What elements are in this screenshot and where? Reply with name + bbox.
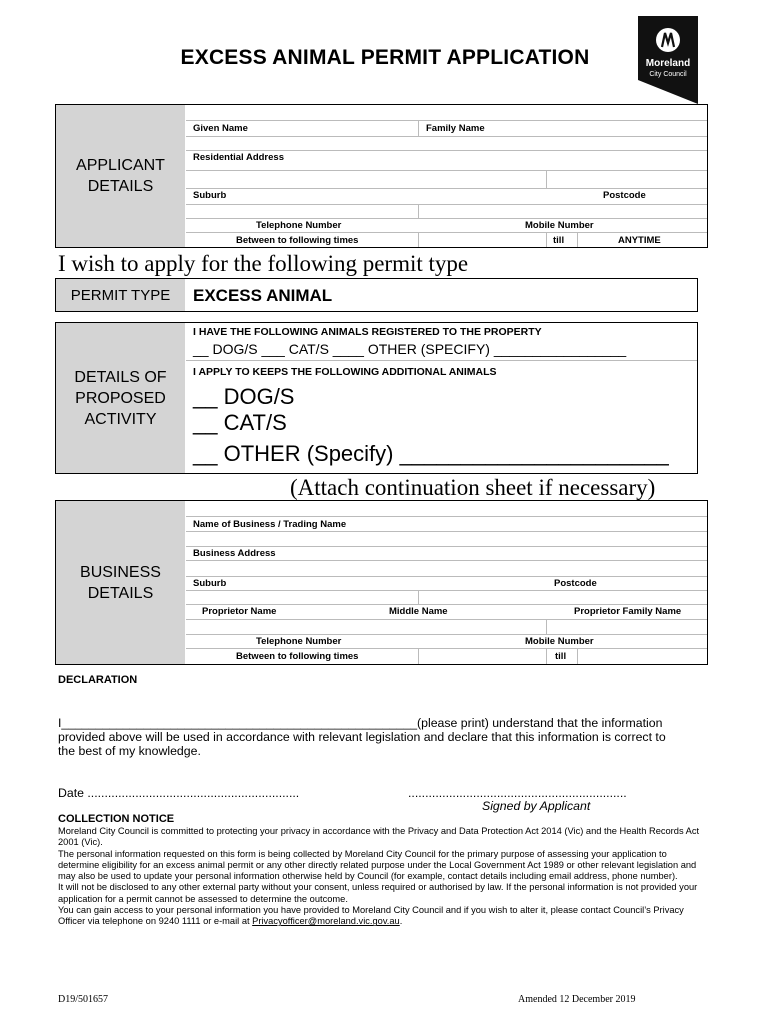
declaration-line3: the best of my knowledge.	[58, 744, 201, 758]
additional-other[interactable]: __ OTHER (Specify) ______________________	[193, 441, 669, 466]
proprietor-name-label: Proprietor Name	[202, 606, 277, 617]
business-address-field[interactable]	[186, 561, 707, 576]
residential-address-label: Residential Address	[193, 152, 284, 163]
business-postcode-field[interactable]	[419, 591, 707, 604]
given-name-label: Given Name	[193, 123, 248, 134]
additional-cats[interactable]: __ CAT/S	[193, 410, 287, 435]
business-time-from-field[interactable]	[419, 649, 545, 664]
collection-paragraph-1: Moreland City Council is committed to protecting your privacy in accordance with the Privacy and Data Protection Act 2014 (Vic) and the Health Records Act 2001 (Vic).	[58, 826, 700, 848]
time-from-field[interactable]	[419, 233, 545, 247]
family-name-label: Family Name	[426, 123, 485, 134]
business-name-field[interactable]	[186, 532, 707, 546]
telephone-label: Telephone Number	[256, 220, 342, 231]
registered-animals-heading: I HAVE THE FOLLOWING ANIMALS REGISTERED TO THE PROPERTY	[193, 326, 542, 338]
document-id: D19/501657	[58, 994, 108, 1005]
collection-paragraph-4-text: You can gain access to your personal information you have provided to Moreland City Council and if you wish to alter it, please contact Council’s Privacy Officer via telephone on 9240 1111 or e-mail at	[58, 905, 684, 927]
signature-field[interactable]: ................................................................	[408, 786, 627, 800]
middle-name-label: Middle Name	[389, 606, 448, 617]
declaration-line1[interactable]: I____________________________________________________(please print) understand that the information	[58, 716, 663, 730]
proprietor-family-label: Proprietor Family Name	[574, 606, 682, 617]
continuation-note: (Attach continuation sheet if necessary)	[290, 475, 656, 500]
proprietor-family-field[interactable]	[547, 620, 707, 634]
given-name-field[interactable]	[186, 137, 417, 150]
privacy-email-link[interactable]: Privacyofficer@moreland.vic.gov.au	[252, 916, 400, 927]
collection-heading: COLLECTION NOTICE	[58, 813, 175, 825]
till-label: till	[553, 235, 565, 246]
business-postcode-label: Postcode	[554, 578, 597, 589]
logo-text-moreland: Moreland	[645, 58, 691, 69]
applicant-side-label	[56, 105, 185, 247]
anytime-label: ANYTIME	[618, 235, 661, 246]
business-label-line2: DETAILS	[87, 584, 154, 602]
moreland-logo	[638, 16, 698, 104]
amended-date: Amended 12 December 2019	[518, 994, 636, 1005]
residential-address-field-2[interactable]	[547, 171, 707, 188]
registered-animals-line[interactable]: __ DOG/S ___ CAT/S ____ OTHER (SPECIFY) _________________	[193, 341, 627, 357]
business-name-label: Name of Business / Trading Name	[193, 519, 347, 530]
residential-address-field[interactable]	[186, 171, 545, 188]
business-suburb-field[interactable]	[186, 591, 417, 604]
permit-heading: I wish to apply for the following permit type	[58, 251, 469, 276]
additional-animals-heading: I APPLY TO KEEPS THE FOLLOWING ADDITIONAL ANIMALS	[193, 366, 497, 378]
collection-paragraph-3: It will not be disclosed to any other external party without your consent, unless required or authorised by law. If the personal information is not provided your application for a permit cannot be assessed to determine the outcome.	[58, 882, 698, 904]
activity-label-line1: DETAILS OF	[74, 368, 167, 386]
family-name-field[interactable]	[419, 137, 707, 150]
applicant-label-line2: DETAILS	[87, 178, 154, 195]
collection-text	[58, 826, 708, 928]
permit-type-label: PERMIT TYPE	[56, 279, 185, 311]
business-suburb-label: Suburb	[193, 578, 227, 589]
page-title: EXCESS ANIMAL PERMIT APPLICATION	[180, 46, 590, 69]
business-between-times-label: Between to following times	[236, 651, 359, 662]
collection-paragraph-2: The personal information requested on this form is being collected by Moreland City Council for the primary purpose of assessing your application to determine eligibility for an excess animal permit or any other directly related purpose under the Local Government Act 1989 or other relevant legislation and may also be used to update your personal information otherwise held by Council (for example, contact details including email address, phone number).	[58, 848, 697, 882]
declaration-heading: DECLARATION	[58, 674, 138, 686]
applicant-label-line1: APPLICANT	[76, 157, 165, 174]
declaration-line2: provided above will be used in accordance with relevant legislation and declare that this information is correct to	[58, 730, 666, 744]
suburb-label: Suburb	[193, 190, 227, 201]
additional-dogs[interactable]: __ DOG/S	[193, 384, 295, 409]
date-field[interactable]: Date ..............................................................	[58, 786, 300, 800]
activity-label-line3: ACTIVITY	[84, 410, 157, 428]
signed-by-applicant-label: Signed by Applicant	[482, 799, 591, 813]
activity-label-line2: PROPOSED	[75, 389, 166, 407]
business-till-label: till	[555, 651, 567, 662]
mobile-label: Mobile Number	[525, 220, 594, 231]
business-address-label: Business Address	[193, 548, 276, 559]
business-side-label	[56, 501, 185, 664]
postcode-field[interactable]	[419, 205, 707, 218]
suburb-field[interactable]	[186, 205, 417, 218]
business-label-line1: BUSINESS	[80, 563, 161, 581]
between-times-label: Between to following times	[236, 235, 359, 246]
proprietor-name-field[interactable]	[186, 620, 545, 634]
logo-text-council: City Council	[649, 71, 687, 78]
business-time-to-field[interactable]	[578, 649, 707, 664]
permit-type-value: EXCESS ANIMAL	[193, 286, 333, 305]
collection-paragraph-4	[58, 905, 708, 928]
collection-paragraph-4-end: .	[399, 916, 403, 927]
postcode-label: Postcode	[603, 190, 646, 201]
activity-side-label	[56, 323, 185, 473]
business-mobile-label: Mobile Number	[525, 636, 594, 647]
business-telephone-label: Telephone Number	[256, 636, 342, 647]
